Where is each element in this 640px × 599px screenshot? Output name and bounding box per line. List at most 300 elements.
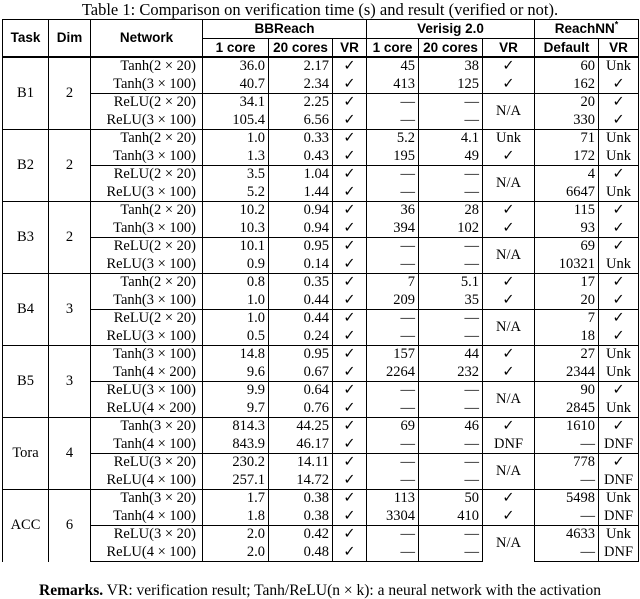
verisig-vr-cell: N/A xyxy=(483,526,535,562)
verisig-20cores-cell: 4.1 xyxy=(419,130,483,148)
remarks-label: Remarks. xyxy=(39,582,104,599)
bbreach-1core-cell: 814.3 xyxy=(203,418,269,436)
reachnn-default-cell: 20 xyxy=(535,94,599,112)
header-reachnn-vr: VR xyxy=(599,38,639,57)
table-row xyxy=(3,112,639,130)
verisig-20cores-cell: 102 xyxy=(419,220,483,238)
header-network: Network xyxy=(91,20,203,58)
verisig-1core-cell: 36 xyxy=(367,202,419,220)
bbreach-20cores-cell: 1.44 xyxy=(269,184,333,202)
bbreach-20cores-cell: 0.35 xyxy=(269,274,333,292)
bbreach-1core-cell: 1.8 xyxy=(246,507,265,524)
verisig-20cores-cell: — xyxy=(419,472,483,490)
bbreach-20cores-cell: 1.04 xyxy=(269,166,333,184)
bbreach-vr-cell: ✓ xyxy=(333,328,367,346)
verisig-vr-cell: ✓ xyxy=(483,364,535,382)
verisig-1core-cell: — xyxy=(400,183,415,200)
verisig-vr-cell: N/A xyxy=(483,454,535,490)
header-reachnn xyxy=(535,20,639,39)
reachnn-default-cell: 90 xyxy=(535,382,599,400)
reachnn-default-cell: 4633 xyxy=(535,526,599,544)
verisig-20cores-cell: 125 xyxy=(419,76,483,94)
verisig-20cores-cell: 46 xyxy=(419,418,483,436)
bbreach-1core-cell: 0.9 xyxy=(246,255,265,272)
bbreach-vr-cell: ✓ xyxy=(333,454,367,472)
dim-cell: 2 xyxy=(49,130,91,202)
network-cell: ReLU(3 × 100) xyxy=(91,256,203,274)
verisig-20cores-cell: — xyxy=(419,256,483,274)
verisig-1core-cell: — xyxy=(367,310,419,328)
task-cell: B3 xyxy=(3,202,49,274)
bbreach-1core-cell: 5.2 xyxy=(246,183,265,200)
verisig-vr-cell: N/A xyxy=(483,382,535,418)
reachnn-vr-cell: DNF xyxy=(599,436,639,454)
bbreach-1core-cell: 1.3 xyxy=(246,147,265,164)
header-verisig-20cores: 20 cores xyxy=(419,38,483,57)
table-row xyxy=(3,166,639,184)
reachnn-label: ReachNN xyxy=(554,21,615,36)
reachnn-default-cell: — xyxy=(535,472,599,490)
verisig-vr-cell: ✓ xyxy=(483,508,535,526)
verisig-1core-cell: 3304 xyxy=(386,507,415,524)
verisig-1core-cell: — xyxy=(367,238,419,256)
header-verisig-1core: 1 core xyxy=(367,38,419,57)
reachnn-default-cell: 162 xyxy=(535,76,599,94)
reachnn-default-cell: 69 xyxy=(535,238,599,256)
bbreach-1core-cell: 257.1 xyxy=(232,471,265,488)
bbreach-vr-cell: ✓ xyxy=(333,274,367,292)
bbreach-1core-cell: 0.5 xyxy=(246,327,265,344)
remarks xyxy=(0,582,640,599)
reachnn-vr-cell: DNF xyxy=(599,472,639,490)
bbreach-20cores-cell: 0.94 xyxy=(269,220,333,238)
table-row xyxy=(3,310,639,328)
bbreach-20cores-cell: 14.72 xyxy=(269,472,333,490)
network-cell: Tanh(4 × 100) xyxy=(91,436,203,454)
reachnn-vr-cell: ✓ xyxy=(599,94,639,112)
verisig-1core-cell: — xyxy=(400,435,415,452)
dim-cell: 3 xyxy=(49,346,91,418)
verisig-vr-cell: N/A xyxy=(483,238,535,274)
table-row xyxy=(3,364,639,382)
bbreach-20cores-cell: 0.44 xyxy=(269,310,333,328)
bbreach-20cores-cell: 0.43 xyxy=(269,148,333,166)
bbreach-vr-cell: ✓ xyxy=(333,508,367,526)
verisig-vr-cell: ✓ xyxy=(483,346,535,364)
verisig-1core-cell: 45 xyxy=(367,57,419,76)
verisig-vr-cell: N/A xyxy=(483,166,535,202)
table-row xyxy=(3,202,639,220)
bbreach-vr-cell: ✓ xyxy=(333,112,367,130)
bbreach-vr-cell: ✓ xyxy=(333,184,367,202)
task-cell: B1 xyxy=(3,57,49,130)
verisig-20cores-cell: — xyxy=(419,382,483,400)
verisig-20cores-cell: — xyxy=(419,112,483,130)
header-verisig-vr: VR xyxy=(483,38,535,57)
bbreach-1core-cell: 230.2 xyxy=(203,454,269,472)
reachnn-default-cell: — xyxy=(535,544,599,562)
bbreach-20cores-cell: 0.33 xyxy=(269,130,333,148)
bbreach-20cores-cell: 0.44 xyxy=(269,292,333,310)
bbreach-vr-cell: ✓ xyxy=(333,238,367,256)
bbreach-1core-cell: 0.8 xyxy=(203,274,269,292)
network-cell: ReLU(2 × 20) xyxy=(91,166,203,184)
bbreach-vr-cell: ✓ xyxy=(333,418,367,436)
verisig-20cores-cell: 5.1 xyxy=(419,274,483,292)
verisig-1core-cell: — xyxy=(400,111,415,128)
network-cell: Tanh(3 × 100) xyxy=(91,220,203,238)
verisig-20cores-cell: — xyxy=(419,238,483,256)
verisig-vr-cell: ✓ xyxy=(483,490,535,508)
network-cell: Tanh(3 × 20) xyxy=(91,418,203,436)
bbreach-20cores-cell: 0.95 xyxy=(269,346,333,364)
network-cell: ReLU(2 × 20) xyxy=(91,94,203,112)
table-row xyxy=(3,382,639,400)
network-cell: ReLU(4 × 100) xyxy=(91,544,203,562)
table-row xyxy=(3,274,639,292)
verisig-vr-cell: N/A xyxy=(483,94,535,130)
table-row xyxy=(3,490,639,508)
verisig-vr-cell: ✓ xyxy=(483,148,535,166)
reachnn-default-cell: — xyxy=(535,508,599,526)
reachnn-default-cell: 4 xyxy=(535,166,599,184)
reachnn-vr-cell: Unk xyxy=(599,57,639,76)
reachnn-vr-cell: ✓ xyxy=(599,166,639,184)
verisig-vr-cell: ✓ xyxy=(483,418,535,436)
bbreach-vr-cell: ✓ xyxy=(333,382,367,400)
bbreach-vr-cell: ✓ xyxy=(333,544,367,562)
bbreach-vr-cell: ✓ xyxy=(333,202,367,220)
verisig-20cores-cell: 28 xyxy=(419,202,483,220)
reachnn-vr-cell: Unk xyxy=(599,148,639,166)
bbreach-vr-cell: ✓ xyxy=(333,256,367,274)
task-cell: B2 xyxy=(3,130,49,202)
reachnn-default-cell: 2845 xyxy=(535,400,599,418)
network-cell: Tanh(4 × 200) xyxy=(91,364,203,382)
bbreach-20cores-cell: 0.14 xyxy=(269,256,333,274)
verisig-20cores-cell: 232 xyxy=(419,364,483,382)
bbreach-vr-cell: ✓ xyxy=(333,292,367,310)
network-cell: ReLU(3 × 20) xyxy=(91,526,203,544)
table-row xyxy=(3,418,639,436)
bbreach-1core-cell: 105.4 xyxy=(232,111,265,128)
reachnn-vr-cell: Unk xyxy=(599,490,639,508)
verisig-1core-cell: 5.2 xyxy=(367,130,419,148)
reachnn-default-cell: 27 xyxy=(535,346,599,364)
network-cell: ReLU(2 × 20) xyxy=(91,238,203,256)
table-row xyxy=(3,436,639,454)
header-bbreach-20cores: 20 cores xyxy=(269,38,333,57)
verisig-20cores-cell: — xyxy=(419,328,483,346)
reachnn-default-cell: 115 xyxy=(535,202,599,220)
verisig-vr-cell: ✓ xyxy=(483,57,535,76)
network-cell: ReLU(3 × 100) xyxy=(91,184,203,202)
bbreach-vr-cell: ✓ xyxy=(333,220,367,238)
verisig-1core-cell: 157 xyxy=(367,346,419,364)
task-cell: B4 xyxy=(3,274,49,346)
network-cell: Tanh(4 × 100) xyxy=(91,508,203,526)
reachnn-vr-cell: Unk xyxy=(599,130,639,148)
reachnn-default-cell: 330 xyxy=(535,112,599,130)
bbreach-1core-cell: 36.0 xyxy=(203,57,269,76)
verisig-1core-cell: — xyxy=(367,544,419,562)
bbreach-20cores-cell: 0.76 xyxy=(269,400,333,418)
table-row xyxy=(3,508,639,526)
network-cell: Tanh(3 × 100) xyxy=(91,76,203,94)
task-cell: Tora xyxy=(3,418,49,490)
verisig-1core-cell: — xyxy=(400,255,415,272)
verisig-1core-cell: 195 xyxy=(393,147,415,164)
verisig-1core-cell: 413 xyxy=(393,75,415,92)
dim-cell: 2 xyxy=(49,57,91,130)
table-row xyxy=(3,454,639,472)
header-bbreach-1core: 1 core xyxy=(203,38,269,57)
reachnn-vr-cell: ✓ xyxy=(599,454,639,472)
table-row xyxy=(3,76,639,94)
reachnn-vr-cell: ✓ xyxy=(599,418,639,436)
network-cell: ReLU(3 × 100) xyxy=(91,328,203,346)
verisig-vr-cell: ✓ xyxy=(483,76,535,94)
bbreach-20cores-cell: 0.67 xyxy=(269,364,333,382)
network-cell: Tanh(3 × 100) xyxy=(91,292,203,310)
network-cell: ReLU(3 × 100) xyxy=(91,382,203,400)
verisig-20cores-cell: 35 xyxy=(419,292,483,310)
bbreach-1core-cell: 40.7 xyxy=(239,75,265,92)
verisig-1core-cell: — xyxy=(367,454,419,472)
bbreach-20cores-cell: 0.48 xyxy=(269,544,333,562)
reachnn-vr-cell: Unk xyxy=(599,400,639,418)
verisig-vr-cell: ✓ xyxy=(483,292,535,310)
table-row xyxy=(3,130,639,148)
verisig-1core-cell: 7 xyxy=(367,274,419,292)
bbreach-vr-cell: ✓ xyxy=(333,472,367,490)
reachnn-vr-cell: DNF xyxy=(599,544,639,562)
network-cell: Tanh(2 × 20) xyxy=(91,274,203,292)
dim-cell: 6 xyxy=(49,490,91,562)
reachnn-default-cell: 1610 xyxy=(535,418,599,436)
reachnn-default-cell: 5498 xyxy=(535,490,599,508)
table-row xyxy=(3,472,639,490)
network-cell: Tanh(3 × 100) xyxy=(91,148,203,166)
verisig-vr-cell: ✓ xyxy=(483,202,535,220)
bbreach-1core-cell: 9.9 xyxy=(203,382,269,400)
reachnn-default-cell: 20 xyxy=(535,292,599,310)
reachnn-vr-cell: DNF xyxy=(599,508,639,526)
bbreach-1core-cell: 1.7 xyxy=(203,490,269,508)
verisig-20cores-cell: 49 xyxy=(419,148,483,166)
reachnn-vr-cell: ✓ xyxy=(599,274,639,292)
bbreach-vr-cell: ✓ xyxy=(333,57,367,76)
bbreach-vr-cell: ✓ xyxy=(333,400,367,418)
bbreach-1core-cell: 3.5 xyxy=(203,166,269,184)
bbreach-vr-cell: ✓ xyxy=(333,490,367,508)
table-row xyxy=(3,220,639,238)
reachnn-vr-cell: ✓ xyxy=(599,76,639,94)
bbreach-20cores-cell: 44.25 xyxy=(269,418,333,436)
reachnn-vr-cell: Unk xyxy=(599,346,639,364)
bbreach-vr-cell: ✓ xyxy=(333,310,367,328)
table-row xyxy=(3,57,639,76)
bbreach-1core-cell: 843.9 xyxy=(232,435,265,452)
network-cell: Tanh(2 × 20) xyxy=(91,57,203,76)
verisig-1core-cell: — xyxy=(400,471,415,488)
bbreach-20cores-cell: 0.38 xyxy=(269,490,333,508)
bbreach-1core-cell: 10.3 xyxy=(239,219,265,236)
verisig-1core-cell: — xyxy=(367,526,419,544)
verisig-vr-cell: Unk xyxy=(483,130,535,148)
bbreach-20cores-cell: 0.94 xyxy=(269,202,333,220)
table-row xyxy=(3,346,639,364)
bbreach-vr-cell: ✓ xyxy=(333,148,367,166)
table-body xyxy=(3,57,639,562)
bbreach-1core-cell: 9.7 xyxy=(246,399,265,416)
reachnn-default-cell: 6647 xyxy=(535,184,599,202)
header-bbreach: BBReach xyxy=(203,20,367,39)
reachnn-vr-cell: Unk xyxy=(599,184,639,202)
bbreach-20cores-cell: 0.24 xyxy=(269,328,333,346)
bbreach-20cores-cell: 46.17 xyxy=(269,436,333,454)
verisig-1core-cell: — xyxy=(367,166,419,184)
reachnn-default-cell: 93 xyxy=(535,220,599,238)
bbreach-20cores-cell: 2.17 xyxy=(269,57,333,76)
verisig-1core-cell: 394 xyxy=(393,219,415,236)
verisig-20cores-cell: 410 xyxy=(419,508,483,526)
bbreach-vr-cell: ✓ xyxy=(333,166,367,184)
reachnn-vr-cell: ✓ xyxy=(599,238,639,256)
verisig-1core-cell: 69 xyxy=(367,418,419,436)
reachnn-vr-cell: ✓ xyxy=(599,292,639,310)
bbreach-20cores-cell: 0.42 xyxy=(269,526,333,544)
verisig-1core-cell: 209 xyxy=(393,291,415,308)
verisig-20cores-cell: 38 xyxy=(419,57,483,76)
table-row xyxy=(3,184,639,202)
verisig-1core-cell: — xyxy=(367,382,419,400)
verisig-20cores-cell: 50 xyxy=(419,490,483,508)
bbreach-20cores-cell: 0.38 xyxy=(269,508,333,526)
table-row xyxy=(3,148,639,166)
dim-cell: 4 xyxy=(49,418,91,490)
table-row xyxy=(3,328,639,346)
verisig-1core-cell: — xyxy=(400,327,415,344)
remarks-text: VR: verification result; Tanh/ReLU(n × k): a neural network with the activation xyxy=(106,582,601,599)
header-reachnn-default: Default xyxy=(535,38,599,57)
reachnn-default-cell: 10321 xyxy=(535,256,599,274)
dim-cell: 2 xyxy=(49,202,91,274)
bbreach-1core-cell: 14.8 xyxy=(203,346,269,364)
header-row-1 xyxy=(3,20,639,39)
reachnn-default-cell: 18 xyxy=(535,328,599,346)
reachnn-vr-cell: Unk xyxy=(599,526,639,544)
verisig-20cores-cell: — xyxy=(419,526,483,544)
bbreach-1core-cell: 1.0 xyxy=(203,130,269,148)
header-verisig: Verisig 2.0 xyxy=(367,20,535,39)
verisig-20cores-cell: — xyxy=(419,310,483,328)
reachnn-default-cell: 17 xyxy=(535,274,599,292)
bbreach-1core-cell: 1.0 xyxy=(203,310,269,328)
bbreach-20cores-cell: 0.64 xyxy=(269,382,333,400)
table-row xyxy=(3,238,639,256)
verisig-vr-cell: ✓ xyxy=(483,220,535,238)
table-row xyxy=(3,256,639,274)
network-cell: ReLU(4 × 100) xyxy=(91,472,203,490)
bbreach-1core-cell: 2.0 xyxy=(203,544,269,562)
network-cell: ReLU(2 × 20) xyxy=(91,310,203,328)
bbreach-vr-cell: ✓ xyxy=(333,364,367,382)
reachnn-vr-cell: ✓ xyxy=(599,112,639,130)
reachnn-default-cell: 60 xyxy=(535,57,599,76)
bbreach-vr-cell: ✓ xyxy=(333,346,367,364)
verisig-20cores-cell: — xyxy=(419,454,483,472)
task-cell: ACC xyxy=(3,490,49,562)
verisig-20cores-cell: 44 xyxy=(419,346,483,364)
bbreach-vr-cell: ✓ xyxy=(333,526,367,544)
reachnn-default-cell: 778 xyxy=(535,454,599,472)
comparison-table xyxy=(2,19,639,562)
bbreach-1core-cell: 10.1 xyxy=(203,238,269,256)
bbreach-1core-cell: 1.0 xyxy=(246,291,265,308)
network-cell: ReLU(3 × 100) xyxy=(91,112,203,130)
header-task: Task xyxy=(3,20,49,58)
verisig-20cores-cell: — xyxy=(419,436,483,454)
bbreach-vr-cell: ✓ xyxy=(333,130,367,148)
bbreach-20cores-cell: 6.56 xyxy=(269,112,333,130)
network-cell: ReLU(3 × 20) xyxy=(91,454,203,472)
verisig-1core-cell: — xyxy=(367,94,419,112)
verisig-20cores-cell: — xyxy=(419,184,483,202)
reachnn-default-cell: — xyxy=(535,436,599,454)
reachnn-vr-cell: Unk xyxy=(599,364,639,382)
reachnn-vr-cell: ✓ xyxy=(599,310,639,328)
bbreach-1core-cell: 9.6 xyxy=(246,363,265,380)
table-row xyxy=(3,292,639,310)
table-row xyxy=(3,400,639,418)
reachnn-default-cell: 172 xyxy=(535,148,599,166)
reachnn-vr-cell: ✓ xyxy=(599,382,639,400)
verisig-1core-cell: — xyxy=(400,399,415,416)
header-dim: Dim xyxy=(49,20,91,58)
verisig-20cores-cell: — xyxy=(419,400,483,418)
bbreach-20cores-cell: 2.34 xyxy=(269,76,333,94)
bbreach-20cores-cell: 0.95 xyxy=(269,238,333,256)
reachnn-default-cell: 2344 xyxy=(535,364,599,382)
reachnn-default-cell: 71 xyxy=(535,130,599,148)
table-caption: Table 1: Comparison on verification time (s) and result (verified or not). xyxy=(81,0,559,19)
verisig-vr-cell: ✓ xyxy=(483,274,535,292)
verisig-1core-cell: 2264 xyxy=(386,363,415,380)
task-cell: B5 xyxy=(3,346,49,418)
bbreach-1core-cell: 34.1 xyxy=(203,94,269,112)
table-row xyxy=(3,526,639,544)
reachnn-default-cell: 7 xyxy=(535,310,599,328)
bbreach-vr-cell: ✓ xyxy=(333,76,367,94)
network-cell: Tanh(3 × 20) xyxy=(91,490,203,508)
bbreach-vr-cell: ✓ xyxy=(333,94,367,112)
verisig-20cores-cell: — xyxy=(419,166,483,184)
table-row xyxy=(3,94,639,112)
bbreach-vr-cell: ✓ xyxy=(333,436,367,454)
bbreach-1core-cell: 10.2 xyxy=(203,202,269,220)
reachnn-vr-cell: ✓ xyxy=(599,220,639,238)
table-row xyxy=(3,544,639,562)
network-cell: Tanh(2 × 20) xyxy=(91,130,203,148)
bbreach-20cores-cell: 2.25 xyxy=(269,94,333,112)
bbreach-20cores-cell: 14.11 xyxy=(269,454,333,472)
header-bbreach-vr: VR xyxy=(333,38,367,57)
verisig-vr-cell: N/A xyxy=(483,310,535,346)
network-cell: Tanh(3 × 100) xyxy=(91,346,203,364)
reachnn-vr-cell: ✓ xyxy=(599,202,639,220)
verisig-1core-cell: 113 xyxy=(367,490,419,508)
